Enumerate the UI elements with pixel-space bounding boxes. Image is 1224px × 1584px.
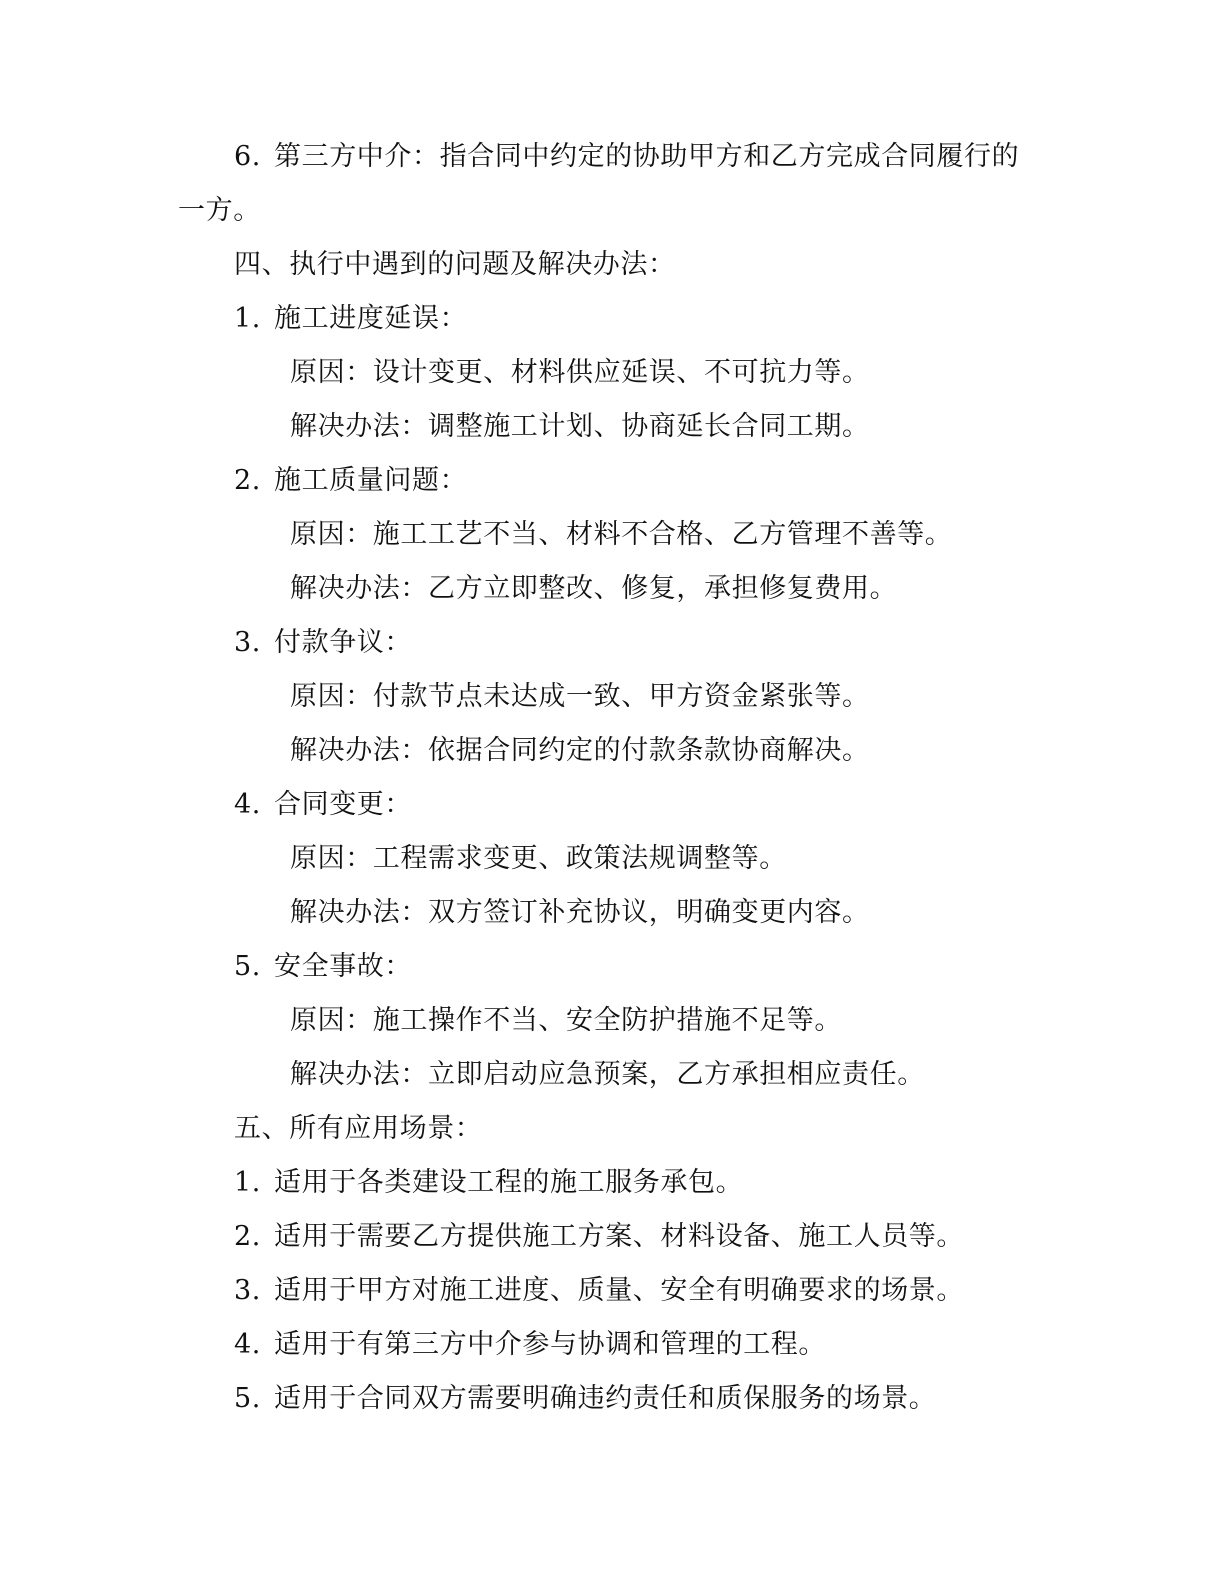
problem-item-5-title bbox=[234, 950, 412, 984]
item-number: 2. bbox=[234, 1221, 261, 1252]
section-5-heading: 五、所有应用场景： bbox=[234, 1113, 483, 1144]
item-number: 3. bbox=[234, 1275, 261, 1306]
problem-item-4-cause: 原因：工程需求变更、政策法规调整等。 bbox=[290, 843, 787, 874]
scenario-item-2 bbox=[234, 1220, 964, 1254]
definition-item-6-continued bbox=[178, 194, 261, 228]
item-number: 2. bbox=[234, 465, 261, 496]
item-title: 施工进度延误： bbox=[274, 303, 468, 334]
item-text: 适用于合同双方需要明确违约责任和质保服务的场景。 bbox=[274, 1383, 937, 1414]
problem-item-1-title bbox=[234, 302, 467, 336]
item-title: 合同变更： bbox=[274, 789, 412, 820]
item-number: 4. bbox=[234, 789, 261, 820]
item-title: 安全事故： bbox=[274, 951, 412, 982]
item-number: 1. bbox=[234, 1167, 261, 1198]
item-text: 适用于需要乙方提供施工方案、材料设备、施工人员等。 bbox=[274, 1221, 964, 1252]
problem-item-2-solution: 解决办法：乙方立即整改、修复，承担修复费用。 bbox=[290, 573, 898, 604]
item-text-continued: 一方。 bbox=[178, 195, 261, 226]
item-text: 第三方中介：指合同中约定的协助甲方和乙方完成合同履行的 bbox=[274, 141, 1020, 172]
item-text: 适用于各类建设工程的施工服务承包。 bbox=[274, 1167, 744, 1198]
problem-item-2-title bbox=[234, 464, 467, 498]
item-number: 1. bbox=[234, 303, 261, 334]
item-number: 5. bbox=[234, 951, 261, 982]
problem-item-3-solution: 解决办法：依据合同约定的付款条款协商解决。 bbox=[290, 735, 870, 766]
item-title: 付款争议： bbox=[274, 627, 412, 658]
problem-item-4-title bbox=[234, 788, 412, 822]
scenario-item-1 bbox=[234, 1166, 743, 1200]
scenario-item-4 bbox=[234, 1328, 826, 1362]
problem-item-5-cause: 原因：施工操作不当、安全防护措施不足等。 bbox=[290, 1005, 842, 1036]
problem-item-1-cause: 原因：设计变更、材料供应延误、不可抗力等。 bbox=[290, 357, 870, 388]
problem-item-3-cause: 原因：付款节点未达成一致、甲方资金紧张等。 bbox=[290, 681, 870, 712]
problem-item-1-solution: 解决办法：调整施工计划、协商延长合同工期。 bbox=[290, 411, 870, 442]
item-number: 3. bbox=[234, 627, 261, 658]
scenario-item-5 bbox=[234, 1382, 936, 1416]
problem-item-5-solution: 解决办法：立即启动应急预案，乙方承担相应责任。 bbox=[290, 1059, 925, 1090]
item-text: 适用于甲方对施工进度、质量、安全有明确要求的场景。 bbox=[274, 1275, 964, 1306]
item-number: 4. bbox=[234, 1329, 261, 1360]
scenario-item-3 bbox=[234, 1274, 964, 1308]
item-number: 5. bbox=[234, 1383, 261, 1414]
problem-item-3-title bbox=[234, 626, 412, 660]
problem-item-2-cause: 原因：施工工艺不当、材料不合格、乙方管理不善等。 bbox=[290, 519, 953, 550]
item-text: 适用于有第三方中介参与协调和管理的工程。 bbox=[274, 1329, 826, 1360]
section-4-heading: 四、执行中遇到的问题及解决办法： bbox=[234, 249, 676, 280]
definition-item-6 bbox=[234, 140, 1019, 174]
problem-item-4-solution: 解决办法：双方签订补充协议，明确变更内容。 bbox=[290, 897, 870, 928]
item-number: 6. bbox=[234, 141, 261, 172]
item-title: 施工质量问题： bbox=[274, 465, 468, 496]
